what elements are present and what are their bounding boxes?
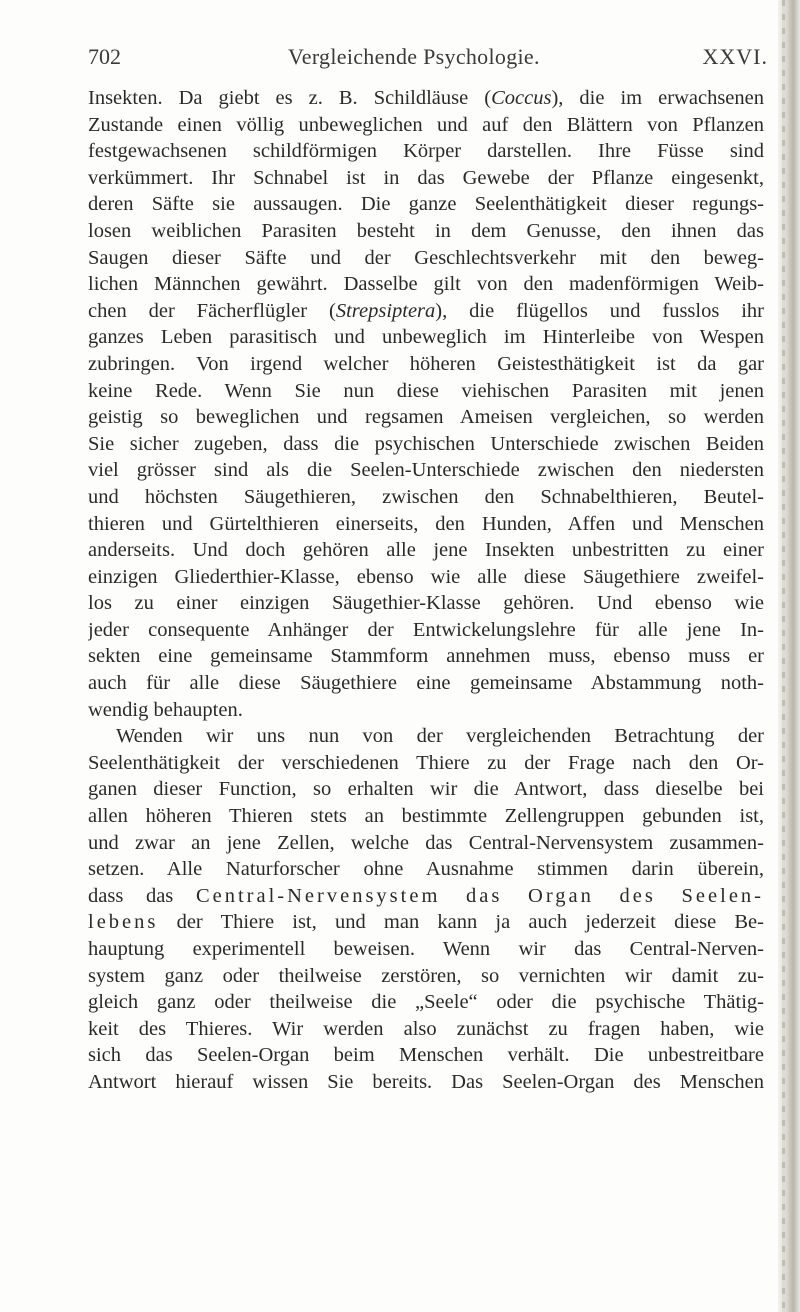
text-line: lichen Männchen gewährt. Dasselbe gilt von den madenförmigen Weib- (88, 273, 764, 296)
page-header (88, 44, 768, 76)
text-line: auch für alle diese Säugethiere eine gemeinsame Abstammung noth- (88, 672, 764, 695)
text-line: jeder consequente Anhänger der Entwickelungslehre für alle jene In- (88, 618, 764, 641)
text-line: verkümmert. Ihr Schnabel ist in das Gewebe der Pflanze eingesenkt, (88, 166, 764, 189)
text-line: deren Säfte sie aussaugen. Die ganze Seelenthätigkeit dieser regungs- (88, 193, 764, 216)
text-line: Wenden wir uns nun von der vergleichenden Betrachtung der (116, 725, 764, 748)
text-line: viel grösser sind als die Seelen-Unterschiede zwischen den niedersten (88, 459, 764, 482)
text-line: dass das Central-Nervensystem das Organ des Seelen- (88, 884, 764, 907)
taxon-name: Coccus (491, 87, 552, 109)
text-line: setzen. Alle Naturforscher ohne Ausnahme stimmen darin überein, (88, 858, 764, 881)
text-line: los zu einer einzigen Säugethier-Klasse gehören. Und ebenso wie (88, 592, 764, 615)
text-line: keit des Thieres. Wir werden also zunächst zu fragen haben, wie (88, 1017, 764, 1040)
text-line: Antwort hierauf wissen Sie bereits. Das Seelen-Organ des Menschen (88, 1070, 764, 1093)
text-line: chen der Fächerflügler (Strepsiptera), die flügellos und fusslos ihr (88, 299, 764, 322)
text-line: sich das Seelen-Organ beim Menschen verhält. Die unbestreitbare (88, 1044, 764, 1067)
text-line: und zwar an jene Zellen, welche das Central-Nervensystem zusammen- (88, 831, 764, 854)
text-line: wendig behaupten. (88, 698, 243, 721)
text-line: allen höheren Thieren stets an bestimmte Zellengruppen gebunden ist, (88, 805, 764, 828)
text-line: Insekten. Da giebt es z. B. Schildläuse (Coccus), die im erwachsenen (88, 87, 764, 109)
text-line: hauptung experimentell beweisen. Wenn wir das Central-Nerven- (88, 938, 764, 960)
page-number: 702 (88, 44, 121, 69)
spaced-emphasis: lebens (88, 911, 159, 934)
text-line: zubringen. Von irgend welcher höheren Geistesthätigkeit ist da gar (88, 352, 764, 375)
text-line: und höchsten Säugethieren, zwischen den Schnabelthieren, Beutel- (88, 485, 764, 508)
text-line: losen weiblichen Parasiten besteht in dem Genusse, den ihnen das (88, 219, 764, 242)
text-line: Saugen dieser Säfte und der Geschlechtsverkehr mit den beweg- (88, 246, 764, 269)
text-line: festgewachsenen schildförmigen Körper darstellen. Ihre Füsse sind (88, 140, 764, 163)
running-title: Vergleichende Psychologie. (288, 44, 540, 69)
book-page-edge (778, 0, 800, 1312)
text-line: ganzes Leben parasitisch und unbeweglich im Hinterleibe von Wespen (88, 326, 764, 349)
text-line: lebens der Thiere ist, und man kann ja auch jederzeit diese Be- (88, 911, 764, 934)
text-line: ganen dieser Function, so erhalten wir die Antwort, dass dieselbe bei (88, 778, 764, 801)
chapter-number: XXVI. (702, 44, 768, 69)
text-line: sekten eine gemeinsame Stammform annehmen muss, ebenso muss er (88, 645, 764, 668)
text-line: system ganz oder theilweise zerstören, so vernichten wir damit zu- (88, 964, 764, 987)
text-line: geistig so beweglichen und regsamen Ameisen vergleichen, so werden (88, 406, 764, 429)
body-text (88, 85, 764, 1096)
spaced-emphasis: Central-Nervensystem das Organ des Seelen- (195, 884, 764, 907)
text-line: anderseits. Und doch gehören alle jene Insekten unbestritten zu einer (88, 539, 764, 562)
text-line: thieren und Gürtelthieren einerseits, den Hunden, Affen und Menschen (88, 512, 764, 535)
text-line: Seelenthätigkeit der verschiedenen Thiere zu der Frage nach den Or- (88, 751, 764, 774)
taxon-name: Strepsiptera (335, 299, 436, 322)
text-line: einzigen Gliederthier-Klasse, ebenso wie alle diese Säugethiere zweifel- (88, 565, 764, 588)
text-line: keine Rede. Wenn Sie nun diese viehischen Parasiten mit jenen (88, 379, 764, 402)
text-line: Zustande einen völlig unbeweglichen und auf den Blättern von Pflanzen (88, 113, 764, 136)
text-line: gleich ganz oder theilweise die „Seele“ oder die psychische Thätig- (88, 991, 764, 1014)
text-line: Sie sicher zugeben, dass die psychischen Unterschiede zwischen Beiden (88, 432, 764, 455)
